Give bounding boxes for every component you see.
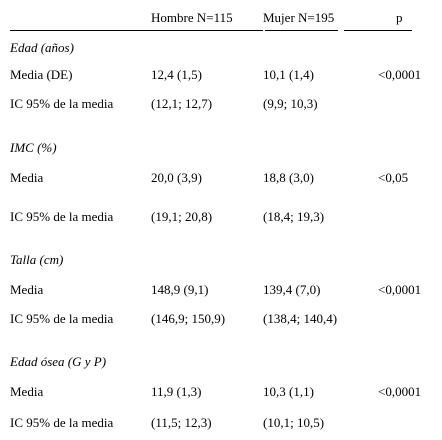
row-label: IC 95% de la media — [10, 311, 114, 326]
section-title-edad: Edad (años) — [10, 40, 74, 55]
header-rule-left — [10, 30, 263, 31]
cell-mujer: 18,8 (3,0) — [263, 170, 314, 185]
cell-hombre: (146,9; 150,9) — [151, 311, 226, 326]
cell-mujer: 139,4 (7,0) — [263, 282, 321, 297]
cell-p: <0,0001 — [378, 282, 422, 297]
section-title-talla: Talla (cm) — [10, 252, 64, 267]
row-label: Media — [10, 282, 44, 297]
section-title-imc: IMC (%) — [10, 140, 57, 155]
row-label: Media — [10, 384, 44, 399]
row-label: IC 95% de la media — [10, 96, 114, 111]
row-label: IC 95% de la media — [10, 415, 114, 430]
cell-hombre: (11,5; 12,3) — [151, 415, 212, 430]
cell-mujer: 10,1 (1,4) — [263, 67, 314, 82]
cell-p: <0,0001 — [378, 67, 422, 82]
cell-mujer: 10,3 (1,1) — [263, 384, 314, 399]
cell-mujer: (9,9; 10,3) — [263, 96, 318, 111]
row-label: Media — [10, 170, 44, 185]
cell-mujer: (18,4; 19,3) — [263, 209, 325, 224]
column-header-hombre: Hombre N=115 — [151, 10, 233, 25]
cell-hombre: 148,9 (9,1) — [151, 282, 209, 297]
cell-hombre: (19,1; 20,8) — [151, 209, 213, 224]
cell-hombre: (12,1; 12,7) — [151, 96, 213, 111]
cell-mujer: (138,4; 140,4) — [263, 311, 338, 326]
section-title-edad-osea: Edad ósea (G y P) — [10, 354, 107, 369]
column-header-mujer: Mujer N=195 — [263, 10, 335, 25]
column-header-p: p — [396, 10, 403, 25]
cell-hombre: 11,9 (1,3) — [151, 384, 202, 399]
header-rule-p — [344, 30, 412, 31]
row-label: IC 95% de la media — [10, 209, 114, 224]
row-label: Media (DE) — [10, 67, 73, 82]
cell-p: <0,0001 — [378, 384, 422, 399]
cell-hombre: 12,4 (1,5) — [151, 67, 202, 82]
cell-mujer: (10,1; 10,5) — [263, 415, 325, 430]
cell-hombre: 20,0 (3,9) — [151, 170, 202, 185]
cell-p: <0,05 — [378, 170, 409, 185]
header-rule-mujer — [265, 30, 338, 31]
